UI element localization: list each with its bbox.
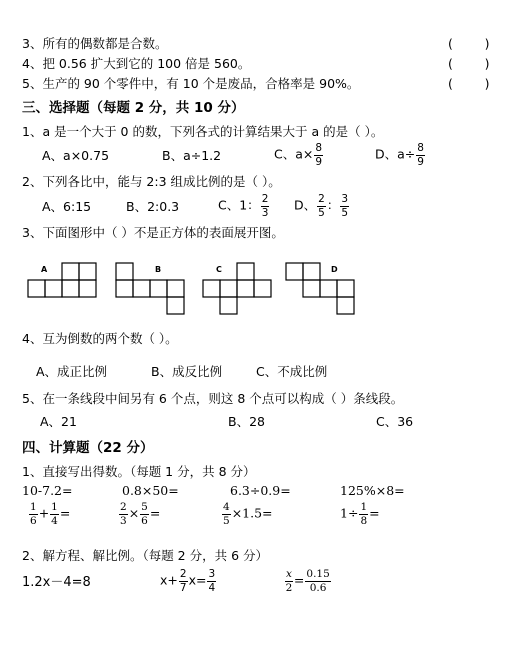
calc-2-1[interactable] — [28, 502, 70, 526]
equation-2-frac-b: $\frac{3}{4}$ — [208, 568, 216, 594]
calc-2-2-frac-a: $\frac{2}{3}$ — [120, 501, 127, 527]
calc-2-1-operator: + — [38, 505, 50, 521]
calc-2-2-frac-b: $\frac{5}{6}$ — [141, 501, 148, 527]
calc-subtitle-1: 1、直接写出得数。（每题 1 分，共 8 分） — [22, 464, 256, 479]
calc-2-4-frac: $\frac{1}{8}$ — [360, 501, 368, 527]
judge-answer-paren-4[interactable]: ( ) — [448, 56, 490, 71]
q4-option-a[interactable]: A、成正比例 — [36, 364, 108, 379]
q4-stem: 4、互为倒数的两个数（ ）。 — [22, 331, 178, 346]
q5-option-b[interactable]: B、28 — [228, 414, 265, 429]
calc-2-1-equals: = — [59, 505, 71, 521]
q3-stem: 3、下面图形中（ ）不是正方体的表面展开图。 — [22, 225, 284, 240]
calc-subtitle-2: 2、解方程、解比例。（每题 2 分，共 6 分） — [22, 548, 269, 563]
q1-option-c-label: C、a× — [274, 146, 314, 162]
q1-option-a[interactable]: A、a×0.75 — [42, 148, 110, 163]
judge-item-4: 4、把 0.56 扩大到它的 100 倍是 560。 — [22, 56, 251, 71]
calc-2-4[interactable] — [340, 502, 380, 526]
judge-answer-paren-5[interactable]: ( ) — [448, 76, 490, 91]
net-label-d: D — [331, 265, 338, 274]
judge-answer-paren-3[interactable]: ( ) — [448, 36, 490, 51]
calc-1-1[interactable]: 10-7.2= — [22, 483, 73, 498]
calc-2-2-equals: = — [149, 505, 161, 521]
calc-2-3-frac: $\frac{4}{5}$ — [223, 501, 230, 527]
calc-2-2[interactable] — [118, 502, 160, 526]
equation-2-mid: x= — [188, 572, 207, 588]
calc-1-2[interactable]: 0.8×50= — [122, 483, 179, 498]
cube-net-b[interactable] — [116, 263, 184, 314]
q5-option-c[interactable]: C、36 — [376, 414, 414, 429]
calc-1-4[interactable]: 125%×8= — [340, 483, 405, 498]
q1-option-d-fraction: $\frac{8}{9}$ — [417, 142, 424, 168]
calc-2-3[interactable] — [221, 502, 273, 526]
q2-option-c[interactable] — [218, 194, 270, 218]
equation-2[interactable] — [160, 569, 217, 593]
q2-option-d-fraction-1: $\frac{2}{5}$ — [318, 193, 325, 219]
equation-2-prefix: x+ — [160, 572, 178, 588]
calc-2-1-frac-b: $\frac{1}{4}$ — [51, 501, 58, 527]
q2-option-a[interactable]: A、6:15 — [42, 199, 92, 214]
q2-option-d[interactable] — [294, 194, 350, 218]
equation-3[interactable] — [284, 569, 332, 593]
cube-net-a[interactable] — [28, 263, 96, 297]
net-label-a: A — [41, 265, 48, 274]
calc-2-1-frac-a: $\frac{1}{6}$ — [30, 501, 37, 527]
equation-3-frac-a: $\frac{x}{2}$ — [285, 568, 293, 594]
q1-option-d[interactable] — [375, 143, 426, 167]
calc-2-2-operator: × — [128, 505, 140, 521]
q2-option-c-label: C、1： — [218, 197, 260, 213]
calc-2-4-equals: = — [369, 505, 380, 521]
q1-option-d-label: D、a÷ — [375, 146, 416, 162]
net-label-b: B — [155, 265, 162, 274]
equation-2-frac-a: $\frac{2}{7}$ — [179, 568, 187, 594]
q4-option-b[interactable]: B、成反比例 — [151, 364, 223, 379]
q1-option-c[interactable] — [274, 143, 324, 167]
q2-option-d-label: D、 — [294, 197, 317, 213]
judge-item-3: 3、所有的偶数都是合数。 — [22, 36, 168, 51]
q1-option-c-fraction: $\frac{8}{9}$ — [315, 142, 323, 168]
q1-option-b[interactable]: B、a÷1.2 — [162, 148, 222, 163]
q2-option-c-fraction: $\frac{2}{3}$ — [261, 193, 269, 219]
equation-3-frac-b: $\frac{0.15}{0.6}$ — [306, 568, 330, 594]
calc-1-3[interactable]: 6.3÷0.9= — [230, 483, 291, 498]
q2-option-b[interactable]: B、2:0.3 — [126, 199, 180, 214]
equation-3-mid: = — [293, 572, 305, 588]
q4-option-c[interactable]: C、不成比例 — [256, 364, 328, 379]
calc-2-4-prefix: 1÷ — [340, 505, 359, 521]
q2-option-d-separator: ： — [326, 197, 340, 213]
section3-title: 三、选择题（每题 2 分，共 10 分） — [22, 100, 245, 116]
cube-net-d[interactable] — [286, 263, 354, 314]
net-label-c: C — [216, 265, 222, 274]
cube-net-c[interactable] — [203, 263, 271, 314]
q5-stem: 5、在一条线段中间另有 6 个点，则这 8 个点可以构成（ ）条线段。 — [22, 391, 404, 406]
q5-option-a[interactable]: A、21 — [40, 414, 77, 429]
q2-stem: 2、下列各比中，能与 2:3 组成比例的是（ ）。 — [22, 174, 281, 189]
cube-nets-figure — [20, 255, 360, 317]
q2-option-d-fraction-2: $\frac{3}{5}$ — [341, 193, 349, 219]
equation-1[interactable]: 1.2x－4=8 — [22, 575, 91, 590]
judge-item-5: 5、生产的 90 个零件中，有 10 个是废品，合格率是 90%。 — [22, 76, 360, 91]
section4-title: 四、计算题（22 分） — [22, 440, 154, 456]
q1-stem: 1、a 是一个大于 0 的数，下列各式的计算结果大于 a 的是（ ）。 — [22, 124, 384, 139]
calc-2-3-tail: ×1.5= — [231, 505, 273, 521]
